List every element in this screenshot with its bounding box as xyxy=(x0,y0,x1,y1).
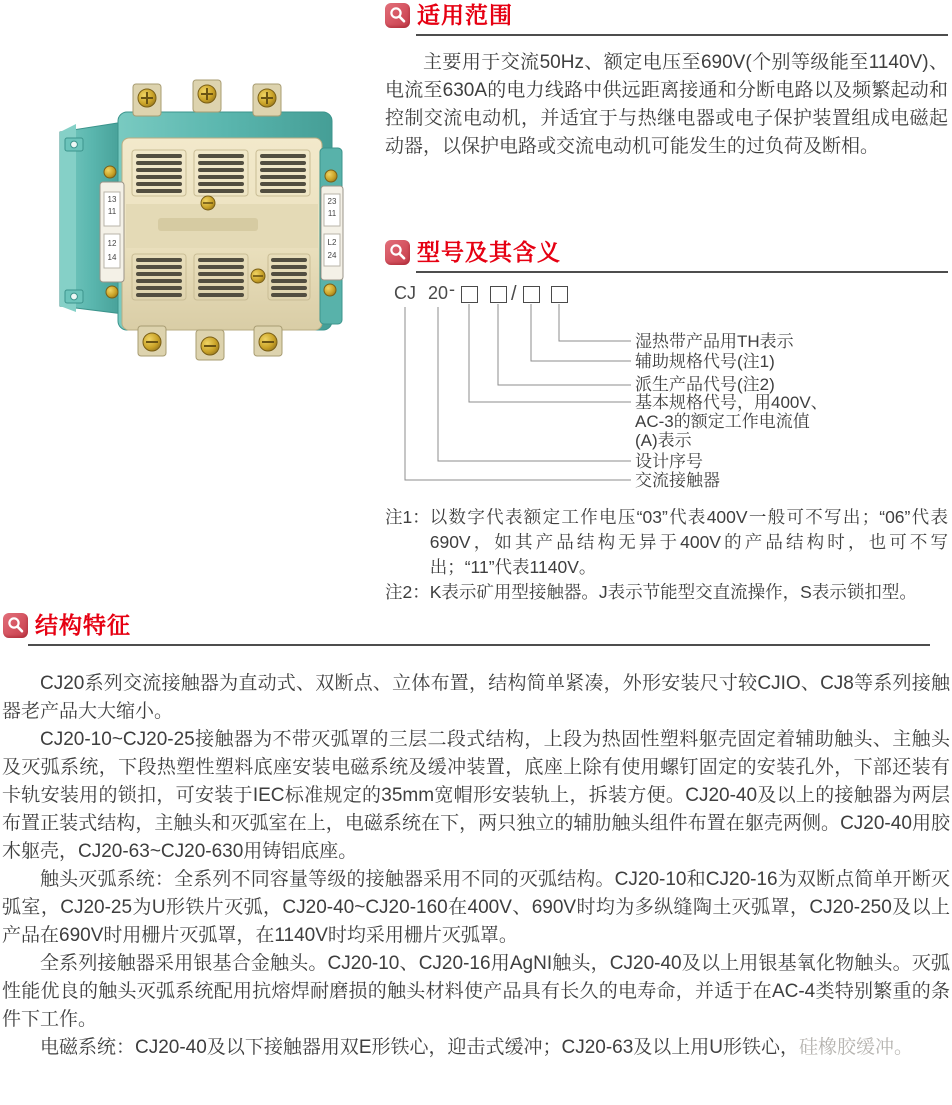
svg-text:11: 11 xyxy=(327,209,337,218)
structure-rule xyxy=(28,644,930,646)
note-text: 以数字代表额定工作电压“03”代表400V一般可不写出；“06”代表690V，如其产品结构无异于400V的产品结构时，也可不写出；“11”代表1140V。 xyxy=(429,507,948,577)
code-slash: / xyxy=(511,283,517,305)
note-text: K表示矿用型接触器。J表示节能型交直流操作，S表示锁扣型。 xyxy=(429,582,917,602)
callout-design-no: 设计序号 xyxy=(635,452,703,471)
top-terminals xyxy=(133,80,281,116)
contactor-illustration xyxy=(30,52,370,400)
svg-text:24: 24 xyxy=(327,251,337,260)
paragraph: 全系列接触器采用银基合金触头。CJ20-10、CJ20-16用AgNI触头，CJ20-40及以上用银基氧化物触头。灭弧性能优良的触头灭弧系统配用抗熔焊耐磨损的触头材料使产品具有长久的电寿命，并适于在AC-4类特别繁重的条件下工作。 xyxy=(2,953,950,1030)
callout-th: 湿热带产品用TH表示 xyxy=(635,332,794,351)
model-code-diagram xyxy=(385,279,948,501)
callout-ac-contactor: 交流接触器 xyxy=(635,471,720,490)
note-2 xyxy=(385,580,948,605)
bottom-terminals xyxy=(138,326,282,360)
structure-title: 结构特征 xyxy=(35,612,131,638)
svg-text:L2: L2 xyxy=(327,238,337,247)
scope-section-header xyxy=(385,2,948,29)
paragraph: CJ20-10~CJ20-25接触器为不带灭弧罩的三层二段式结构，上段为热固性塑料躯壳固定着辅助触头、主触头及灭弧系统，下段热塑性塑料底座安装电磁系统及缓冲装置，底座上除有使用螺钉固定的安装孔外，下部还装有卡轨安装用的锁扣，可安装于IEC标准规定的35mm宽帽形安装轨上，拆装方便。CJ20-40及以上的接触器为两层布置正装式结构，主触头和灭弧室在上，电磁系统在下，两只独立的辅肋触头组件布置在躯壳两侧。CJ20-40用胶木躯壳，CJ20-63~CJ20-630用铸铝底座。 xyxy=(2,729,950,862)
magnifier-icon xyxy=(3,613,28,638)
callout-aux-spec: 辅助规格代号(注1) xyxy=(635,352,775,371)
svg-text:12: 12 xyxy=(107,239,117,248)
code-series: 20 xyxy=(428,283,449,303)
svg-text:14: 14 xyxy=(107,253,117,262)
scope-title: 适用范围 xyxy=(417,2,513,28)
nameplate-band xyxy=(126,204,318,248)
structure-body xyxy=(0,670,952,1062)
structure-section xyxy=(0,612,952,1062)
scope-body: 主要用于交流50Hz、额定电压至690V(个别等级能至1140V)、电流至630A的电力线路中供远距离接通和分断电路以及频繁起动和控制交流电动机，并适宜于与热继电器或电子保护装置组成电磁起动器，以保护电路或交流电动机可能发生的过负荷及断相。 xyxy=(385,52,948,157)
note-label: 注1： xyxy=(385,507,430,527)
code-dash: - xyxy=(449,279,455,299)
svg-text:23: 23 xyxy=(327,197,337,206)
paragraph: CJ20系列交流接触器为直动式、双断点、立体布置，结构简单紧凑，外形安装尺寸较CJIO、CJ8等系列接触器老产品大大缩小。 xyxy=(2,673,950,722)
code-box xyxy=(523,286,540,303)
right-column xyxy=(385,2,948,610)
code-prefix: CJ xyxy=(394,283,416,303)
code-box xyxy=(461,286,478,303)
magnifier-icon xyxy=(385,3,410,28)
left-aux-strip xyxy=(100,166,124,298)
model-notes xyxy=(385,505,948,605)
note-1 xyxy=(385,505,948,580)
product-image xyxy=(30,52,370,400)
structure-section-header xyxy=(0,612,952,639)
callout-basic-spec: 基本规格代号，用400V、 AC-3的额定工作电流值 (A)表示 xyxy=(635,393,828,450)
model-rule xyxy=(416,271,948,273)
right-aux-strip xyxy=(320,148,343,324)
model-title: 型号及其含义 xyxy=(417,239,561,265)
model-section-header xyxy=(385,239,948,266)
svg-text:11: 11 xyxy=(107,207,117,216)
scope-rule xyxy=(416,34,948,36)
code-box xyxy=(490,286,507,303)
callout-derived: 派生产品代号(注2) xyxy=(635,375,775,394)
paragraph: 触头灭弧系统：全系列不同容量等级的接触器采用不同的灭弧结构。CJ20-10和CJ20-16为双断点简单开断灭弧室，CJ20-25为U形铁片灭弧，CJ20-40~CJ20-160在400V、690V时均为多纵缝陶土灭弧罩，CJ20-250及以上产品在690V时用栅片灭弧罩，在1140V时均采用栅片灭弧罩。 xyxy=(2,869,950,946)
faded-watermark-text: 硅橡胶缓冲。 xyxy=(799,1037,914,1058)
svg-text:13: 13 xyxy=(107,195,117,204)
note-label: 注2： xyxy=(385,582,430,602)
magnifier-icon xyxy=(385,240,410,265)
code-box xyxy=(551,286,568,303)
paragraph: 电磁系统：CJ20-40及以下接触器用双E形铁心，迎击式缓冲；CJ20-63及以上用U形铁心，硅橡胶缓冲。 xyxy=(40,1037,914,1058)
